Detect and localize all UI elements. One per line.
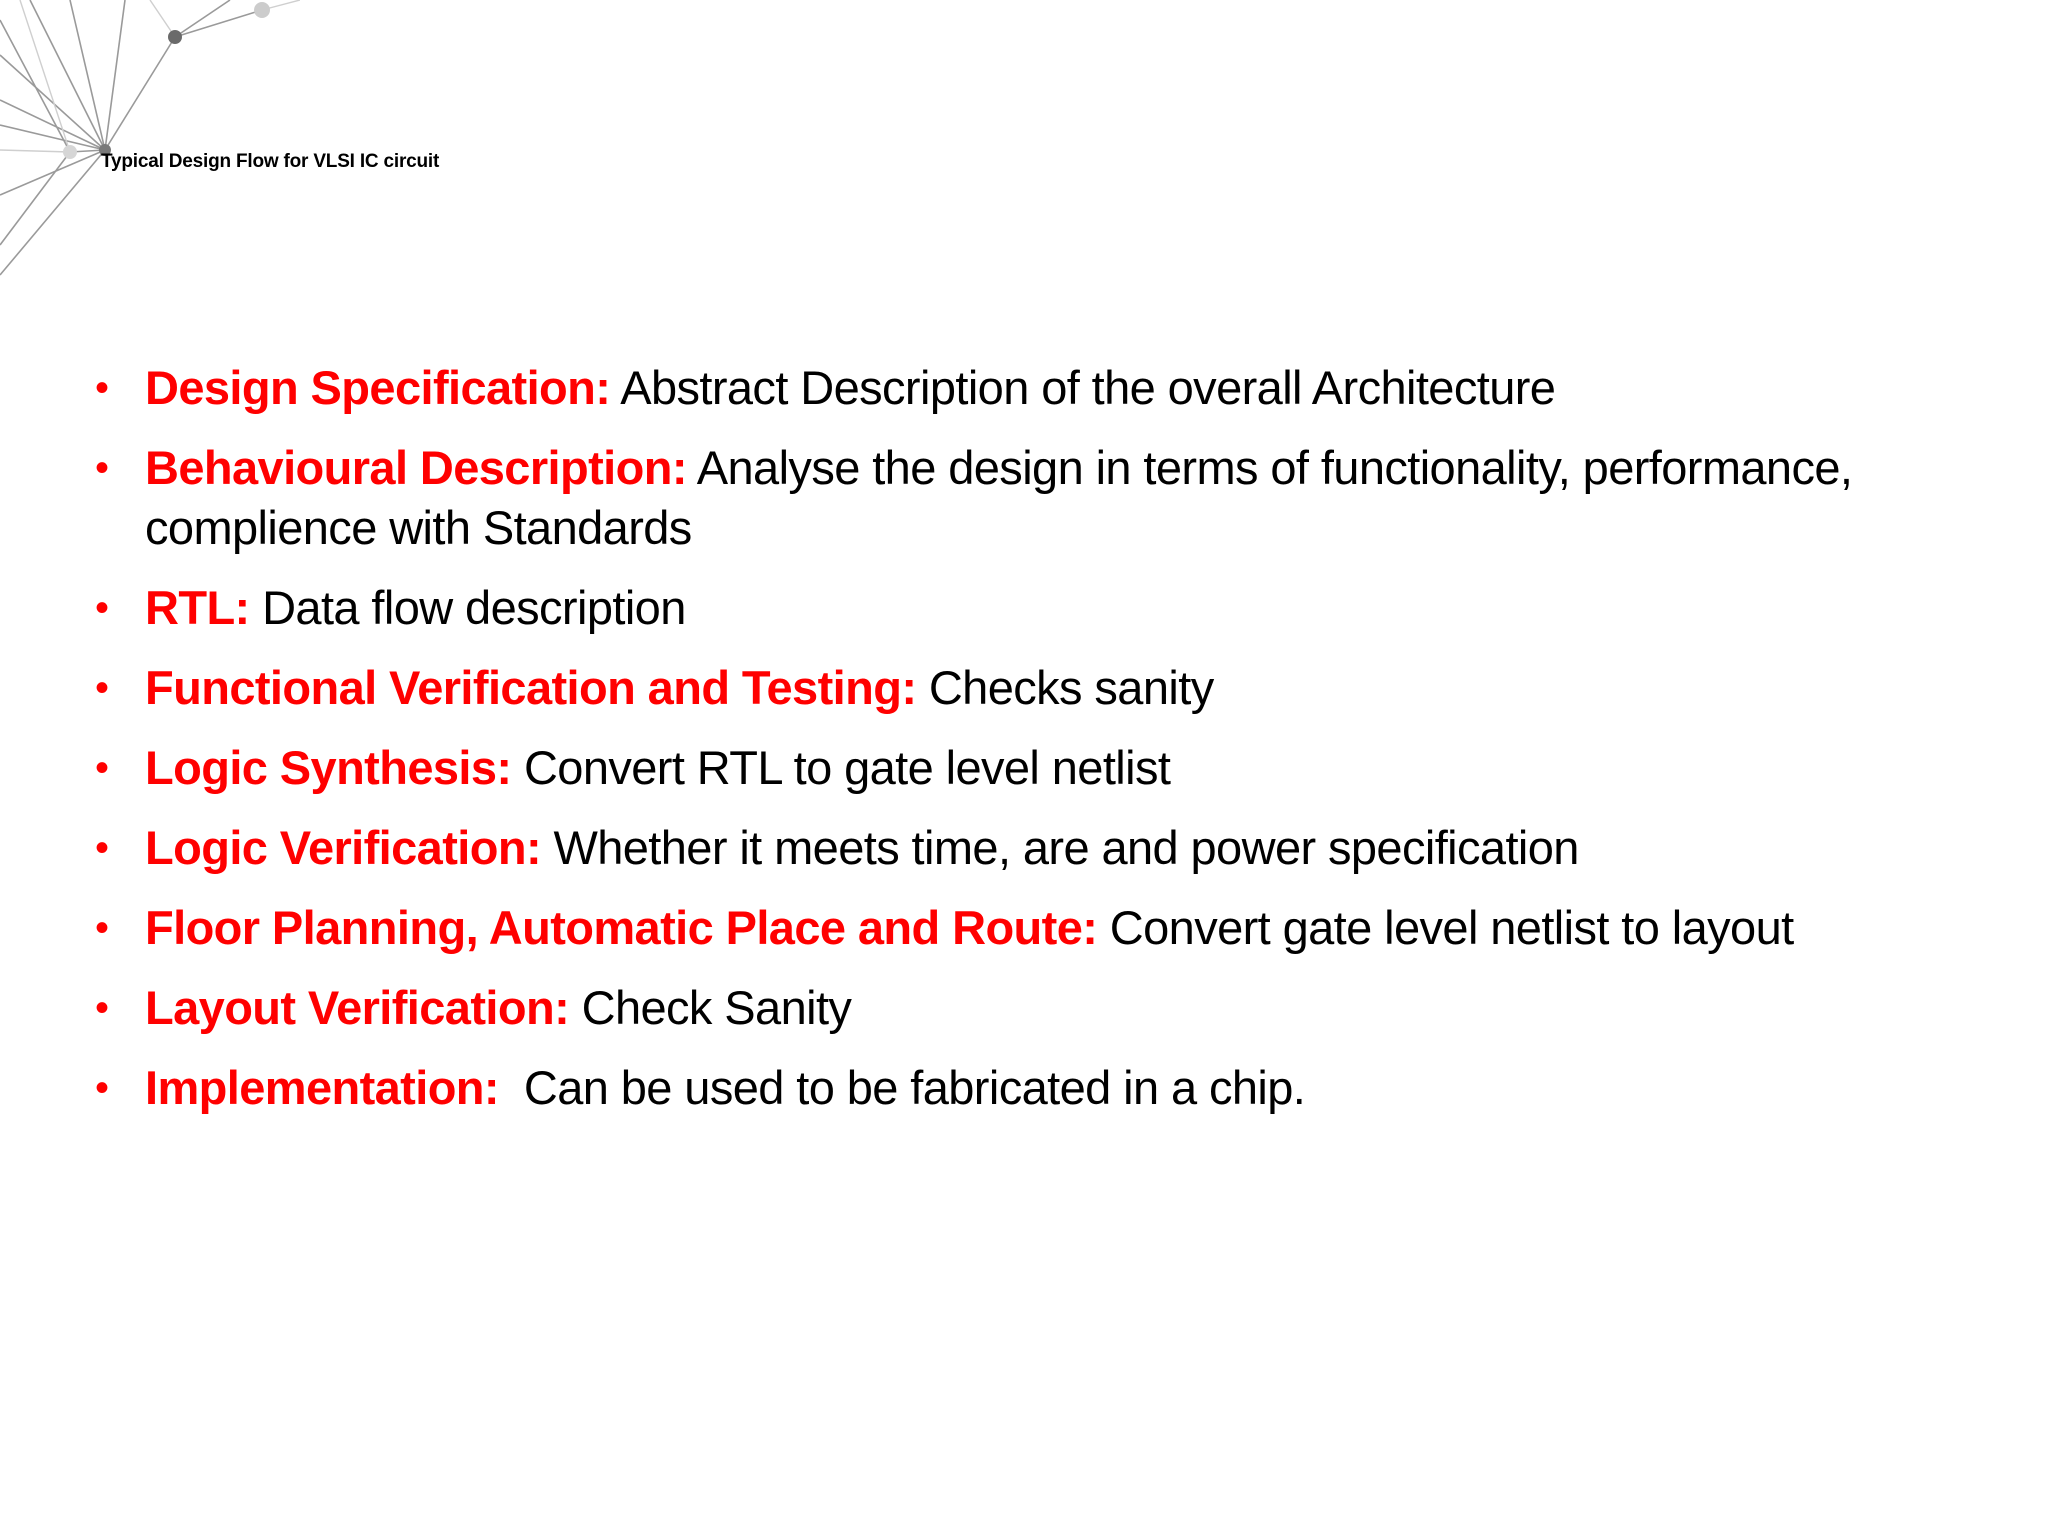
bullet-dot-icon: • [95,826,109,870]
bullet-item-rtl [90,578,2020,638]
network-decoration-icon [0,0,300,300]
bullet-dot-icon: • [95,446,109,490]
bullet-dot-icon: • [95,906,109,950]
bullet-text: Checks sanity [916,661,1214,714]
bullet-item-logic-synthesis [90,738,2020,798]
bullet-text: Abstract Description of the overall Architecture [610,361,1556,414]
bullet-term: RTL: [145,581,250,634]
bullet-text: Convert gate level netlist to layout [1097,901,1794,954]
bullet-item-floor-planning [90,898,2020,958]
bullet-term: Functional Verification and Testing: [145,661,917,714]
bullet-text: Data flow description [249,581,686,634]
bullet-text: Convert RTL to gate level netlist [511,741,1171,794]
bullet-item-layout-verification [90,978,2020,1038]
bullet-term: Implementation: [145,1061,499,1114]
bullet-list [90,358,2020,1138]
bullet-term: Behavioural Description: [145,441,687,494]
bullet-term: Design Specification: [145,361,611,414]
bullet-text: Analyse the design in terms of functionality, performance, complience with Standards [145,441,1853,554]
bullet-term: Logic Verification: [145,821,541,874]
bullet-item-functional-verification [90,658,2020,718]
bullet-text: Can be used to be fabricated in a chip. [498,1061,1306,1114]
bullet-item-design-specification [90,358,2020,418]
bullet-text: Check Sanity [569,981,852,1034]
bullet-dot-icon: • [95,1066,109,1110]
bullet-term: Layout Verification: [145,981,570,1034]
bullet-item-behavioural-description [90,438,2020,558]
slide-title: Typical Design Flow for VLSI IC circuit [101,151,440,172]
bullet-dot-icon: • [95,366,109,410]
bullet-dot-icon: • [95,986,109,1030]
bullet-dot-icon: • [95,586,109,630]
bullet-dot-icon: • [95,746,109,790]
bullet-dot-icon: • [95,666,109,710]
bullet-text: Whether it meets time, are and power specification [541,821,1579,874]
bullet-term: Floor Planning, Automatic Place and Route: [145,901,1098,954]
bullet-item-logic-verification [90,818,2020,878]
bullet-item-implementation [90,1058,2020,1118]
bullet-term: Logic Synthesis: [145,741,512,794]
